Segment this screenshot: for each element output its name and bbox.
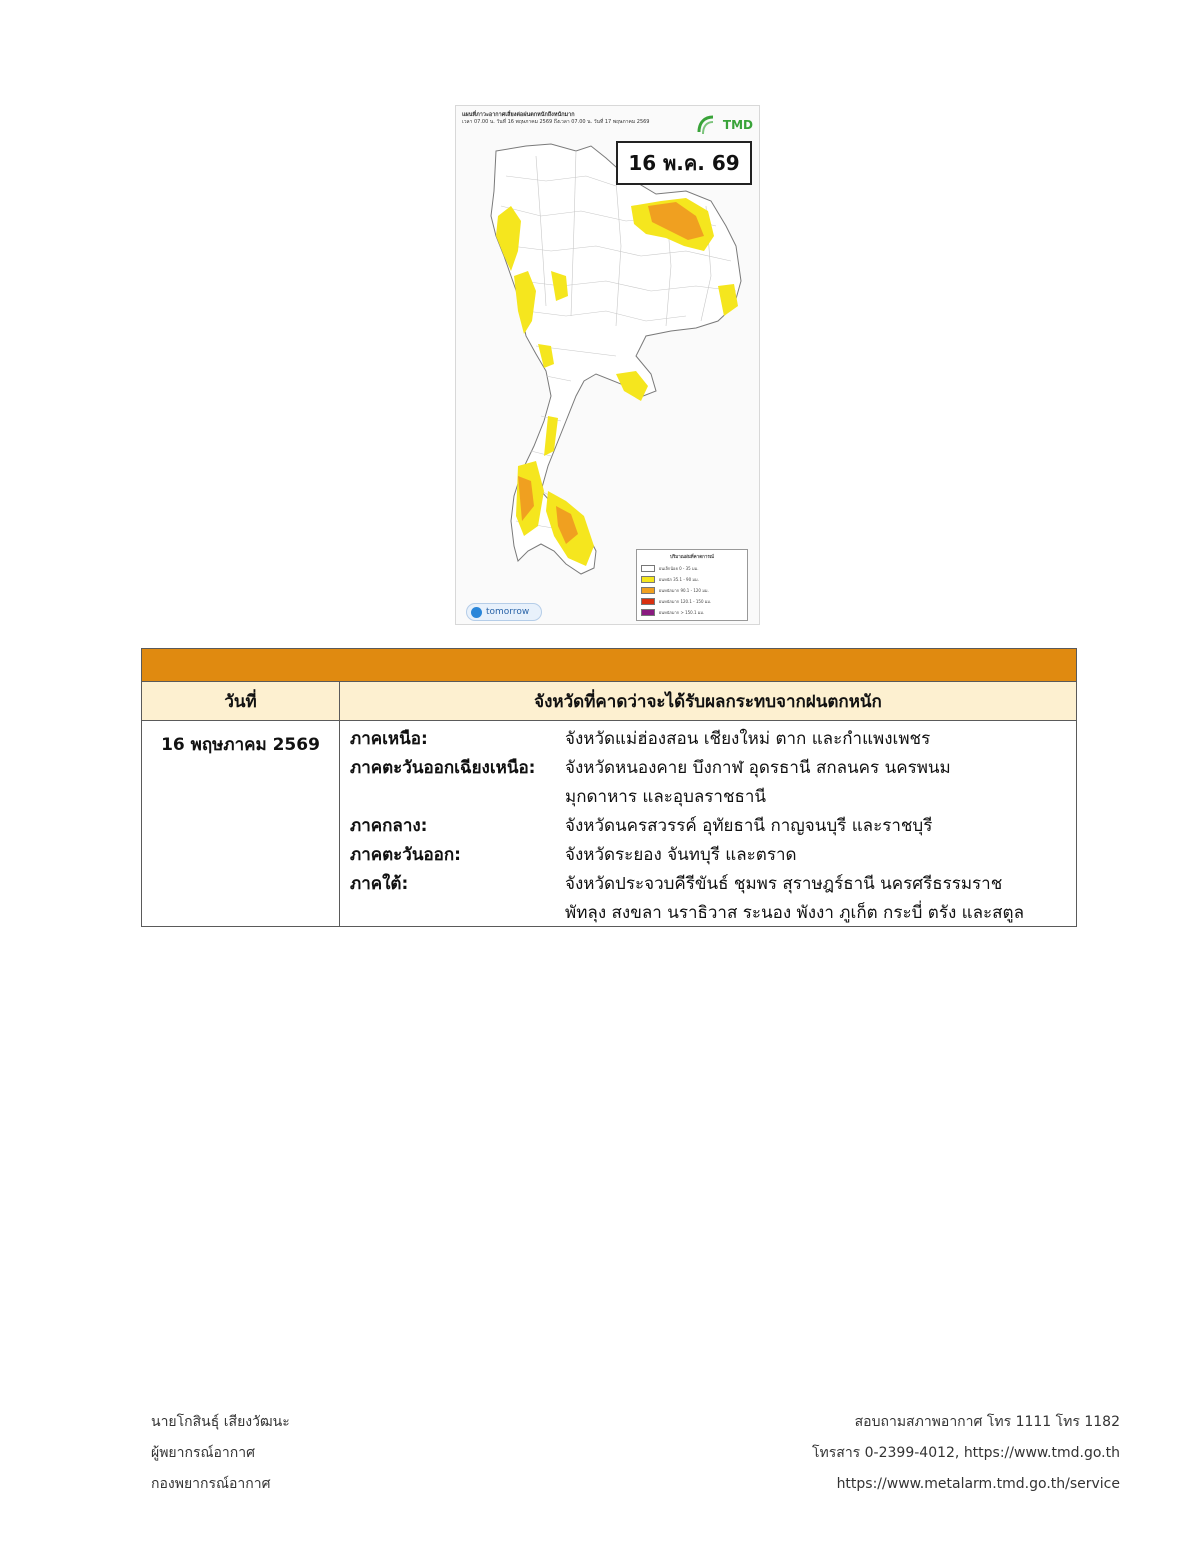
service-link[interactable]: https://www.metalarm.tmd.go.th/service	[836, 1476, 1120, 1492]
map-header	[462, 112, 662, 140]
province-line: จังหวัดระยอง จันทบุรี และตราด	[565, 845, 797, 865]
legend-row	[641, 574, 743, 585]
legend-swatch	[641, 598, 655, 605]
legend-label: ฝนเล็กน้อย 0 - 35 มม.	[659, 566, 699, 571]
region-name: ภาคใต้:	[350, 874, 409, 894]
legend-label: ฝนหนักมาก 120.1 - 150 มม.	[659, 599, 712, 604]
tmd-logo-text: TMD	[722, 118, 753, 132]
header-date: วันที่	[142, 682, 340, 720]
tmd-logo	[693, 112, 753, 138]
header-provinces: จังหวัดที่คาดว่าจะได้รับผลกระทบจากฝนตกหนัก	[534, 691, 882, 712]
fax-website: โทรสาร 0-2399-4012, https://www.tmd.go.th	[812, 1445, 1120, 1461]
region-south	[350, 870, 1076, 928]
tomorrow-logo-icon	[471, 607, 482, 618]
region-name: ภาคตะวันออก:	[350, 845, 461, 865]
tomorrow-brand-badge	[466, 603, 542, 621]
forecaster-title: ผู้พยากรณ์อากาศ	[151, 1445, 255, 1461]
legend-label: ฝนหนักมาก 90.1 - 120 มม.	[659, 588, 709, 593]
region-provinces	[565, 812, 1076, 841]
legend-swatch	[641, 587, 655, 594]
inquiry-phone: สอบถามสภาพอากาศ โทร 1111 โทร 1182	[854, 1414, 1120, 1430]
legend-label: ฝนหนัก 35.1 - 90 มม.	[659, 577, 699, 582]
legend-row	[641, 585, 743, 596]
division-name: กองพยากรณ์อากาศ	[151, 1476, 271, 1492]
province-line: จังหวัดประจวบคีรีขันธ์ ชุมพร สุราษฎร์ธานี นครศรีธรรมราช	[565, 874, 1003, 894]
province-line: จังหวัดนครสวรรค์ อุทัยธานี กาญจนบุรี และราชบุรี	[565, 816, 933, 836]
province-line: พัทลุง สงขลา นราธิวาส ระนอง พังงา ภูเก็ต กระบี่ ตรัง และสตูล	[565, 903, 1025, 923]
legend-swatch	[641, 565, 655, 572]
forecast-table	[141, 648, 1077, 927]
region-east	[350, 841, 1076, 870]
region-central	[350, 812, 1076, 841]
forecast-date: 16 พฤษภาคม 2569	[142, 721, 340, 926]
legend-row	[641, 607, 743, 618]
table-banner	[142, 649, 1076, 682]
region-name: ภาคกลาง:	[350, 816, 428, 836]
region-name: ภาคตะวันออกเฉียงเหนือ:	[350, 758, 536, 778]
forecaster-name: นายโกสินธุ์ เสียงวัฒนะ	[151, 1414, 290, 1430]
region-provinces	[565, 754, 1076, 812]
region-name: ภาคเหนือ:	[350, 729, 428, 749]
tomorrow-brand-text: tomorrow	[486, 607, 530, 617]
tmd-logo-icon	[693, 112, 719, 138]
legend-title: ปริมาณฝนที่คาดการณ์	[670, 555, 714, 560]
province-line: จังหวัดแม่ฮ่องสอน เชียงใหม่ ตาก และกำแพงเพชร	[565, 729, 931, 749]
map-legend	[636, 549, 748, 621]
map-header-period: เวลา 07.00 น. วันที่ 16 พฤษภาคม 2569 ถึงเวลา 07.00 น. วันที่ 17 พฤษภาคม 2569	[462, 119, 650, 125]
footer-signature	[151, 1407, 290, 1500]
province-line: จังหวัดหนองคาย บึงกาฬ อุดรธานี สกลนคร นครพนม	[565, 758, 951, 778]
legend-swatch	[641, 609, 655, 616]
region-provinces	[565, 870, 1076, 928]
region-northeast	[350, 754, 1076, 812]
province-line: มุกดาหาร และอุบลราชธานี	[565, 787, 767, 807]
table-row	[142, 721, 1076, 926]
legend-swatch	[641, 576, 655, 583]
region-provinces	[565, 725, 1076, 754]
map-date-label: 16 พ.ค. 69	[616, 141, 752, 185]
footer-contact	[812, 1407, 1120, 1500]
rain-risk-map	[455, 105, 760, 625]
legend-row	[641, 596, 743, 607]
region-north	[350, 725, 1076, 754]
table-header-row	[142, 682, 1076, 721]
map-header-title: แผนที่ภาวะอากาศเสี่ยงต่อฝนตกหนักถึงหนักมาก	[462, 112, 575, 118]
legend-row	[641, 563, 743, 574]
region-provinces	[565, 841, 1076, 870]
legend-label: ฝนหนักมาก > 150.1 มม.	[659, 610, 705, 615]
region-list	[340, 721, 1076, 926]
